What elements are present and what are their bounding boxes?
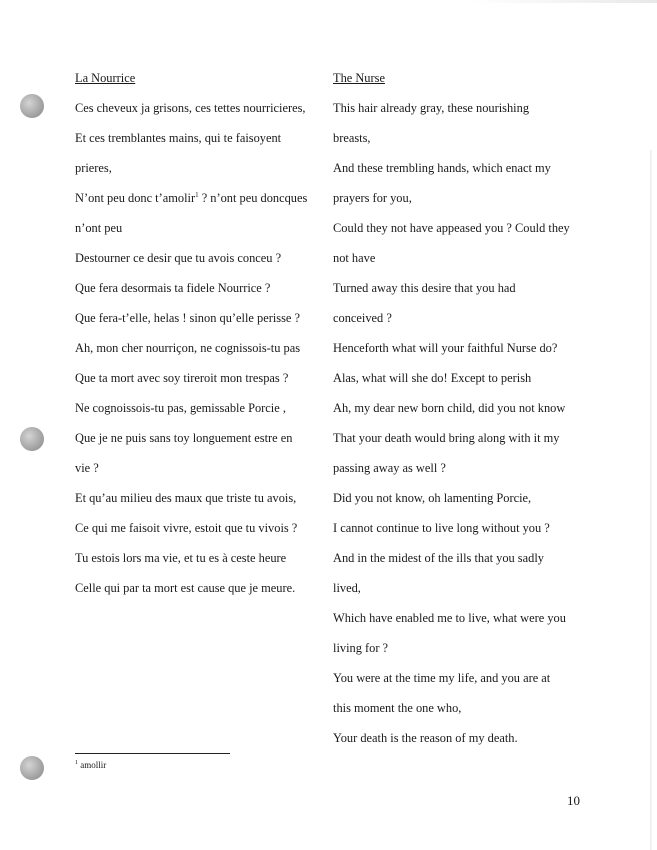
verse-line: Tu estois lors ma vie, et tu es à ceste heure — [75, 551, 287, 565]
verse-line: I cannot continue to live long without you ? — [333, 521, 550, 535]
french-text-column — [75, 63, 335, 603]
verse-line: Could they not have appeased you ? Could they — [333, 221, 570, 235]
verse-line: not have — [333, 251, 376, 265]
verse-line: passing away as well ? — [333, 461, 446, 475]
verse-text: ? n’ont peu doncques — [198, 191, 308, 205]
verse-line: Turned away this desire that you had — [333, 281, 516, 295]
verse-line: Which have enabled me to live, what were you — [333, 611, 566, 625]
punch-hole-icon — [20, 427, 44, 451]
verse-line: You were at the time my life, and you are at — [333, 671, 551, 685]
english-text-column — [333, 63, 593, 753]
verse-text: N’ont peu donc t’amolir — [75, 191, 196, 205]
verse-line: And in the midest of the ills that you sadly — [333, 551, 544, 565]
scan-edge-top — [470, 0, 657, 3]
footnote-separator — [75, 753, 230, 754]
page-number: 10 — [567, 793, 580, 808]
punch-hole-icon — [20, 756, 44, 780]
verse-line: And these trembling hands, which enact my — [333, 161, 551, 175]
verse-line: That your death would bring along with it my — [333, 431, 560, 445]
verse-line: prayers for you, — [333, 191, 412, 205]
verse-line: Et ces tremblantes mains, qui te faisoyent — [75, 131, 282, 145]
verse-line: prieres, — [75, 161, 112, 175]
footnote-reference[interactable]: 1 — [195, 190, 199, 199]
footnote-text: amollir — [80, 760, 107, 770]
verse-line: Que je ne puis sans toy longuement estre en — [75, 431, 293, 445]
verse-line: Did you not know, oh lamenting Porcie, — [333, 491, 532, 505]
scan-edge-right — [650, 150, 652, 850]
verse-line-with-footnote — [75, 183, 335, 213]
verse-line: Alas, what will she do! Except to perish — [333, 371, 532, 385]
verse-line: this moment the one who, — [333, 701, 462, 715]
verse-line: Ah, mon cher nourriçon, ne cognissois-tu pas — [75, 341, 301, 355]
verse-line: Que fera-t’elle, helas ! sinon qu’elle perisse ? — [75, 311, 300, 325]
verse-line: conceived ? — [333, 311, 392, 325]
verse-line: living for ? — [333, 641, 389, 655]
french-heading: La Nourrice — [75, 71, 136, 85]
verse-line: Your death is the reason of my death. — [333, 731, 518, 745]
verse-line: Et qu’au milieu des maux que triste tu avois, — [75, 491, 297, 505]
verse-line: vie ? — [75, 461, 99, 475]
verse-line: Ah, my dear new born child, did you not know — [333, 401, 566, 415]
verse-line: Destourner ce desir que tu avois conceu ? — [75, 251, 282, 265]
verse-line: Que ta mort avec soy tireroit mon trespas ? — [75, 371, 289, 385]
verse-line: n’ont peu — [75, 221, 123, 235]
verse-line: Ne cognoissois-tu pas, gemissable Porcie , — [75, 401, 286, 415]
verse-line: Ce qui me faisoit vivre, estoit que tu vivois ? — [75, 521, 298, 535]
footnote-marker: 1 — [75, 760, 78, 766]
english-heading: The Nurse — [333, 71, 385, 85]
verse-line: Ces cheveux ja grisons, ces tettes nourricieres, — [75, 101, 306, 115]
punch-hole-icon — [20, 94, 44, 118]
verse-line: lived, — [333, 581, 361, 595]
verse-line: Henceforth what will your faithful Nurse do? — [333, 341, 558, 355]
verse-line: Que fera desormais ta fidele Nourrice ? — [75, 281, 271, 295]
verse-line: Celle qui par ta mort est cause que je meure. — [75, 581, 296, 595]
verse-line: This hair already gray, these nourishing — [333, 101, 530, 115]
verse-line: breasts, — [333, 131, 371, 145]
footnote — [75, 759, 106, 771]
